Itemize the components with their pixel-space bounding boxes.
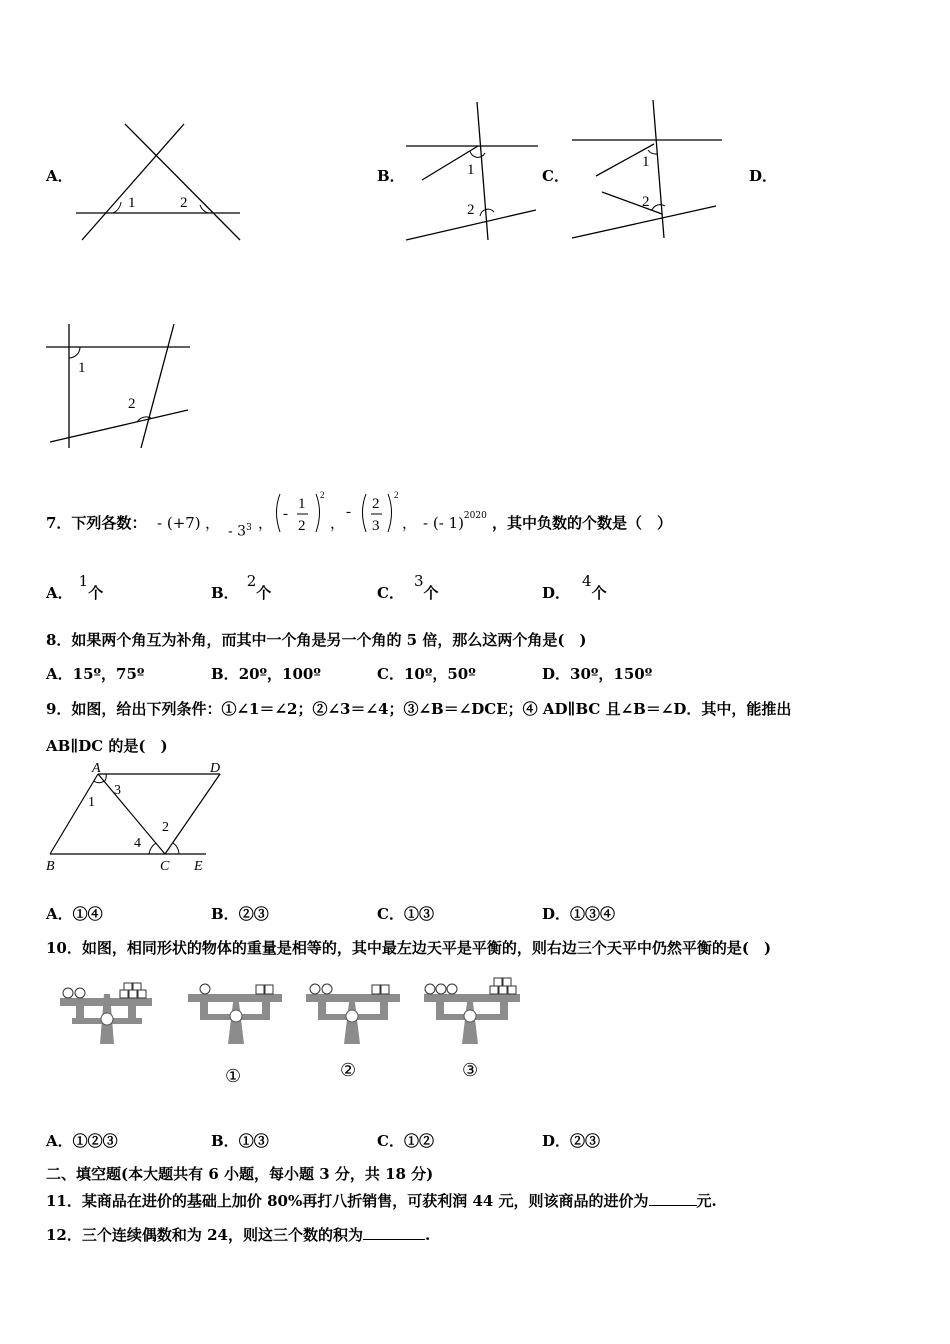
q10-scale3-beam <box>424 994 520 1002</box>
q7-option-b-value: 2 <box>246 572 257 590</box>
q7-frac2-numerator: 2 <box>372 496 380 512</box>
q10-option-b[interactable] <box>211 1130 269 1151</box>
q7-comma-3: ， <box>330 514 346 532</box>
q7-expr5-base: - (- 1) <box>423 514 464 532</box>
q7-fraction-2 <box>344 486 404 542</box>
q6-option-b-label: B． <box>377 167 405 185</box>
q7-frac1-denominator: 2 <box>298 518 306 534</box>
q10-scale-2 <box>306 984 400 1044</box>
q10-scale2-cube <box>372 985 380 994</box>
q7-option-d-label: D． <box>542 584 571 602</box>
q8-option-c-text: 10º，50º <box>403 665 476 683</box>
q10-scale1-cube <box>256 985 264 994</box>
q7-option-d[interactable] <box>542 572 607 603</box>
q8-stem: 8．如果两个角互为补角，而其中一个角是另一个角的 5 倍，那么这两个角是( ) <box>46 631 587 649</box>
q9-arc-3 <box>104 774 106 782</box>
q6d-bottom-line <box>50 410 188 442</box>
q10-scale0-dial <box>101 1013 113 1025</box>
q7-prefix: 7．下列各数： <box>46 514 147 532</box>
q6b-arc-2 <box>480 209 494 216</box>
q10-scale2-beam <box>306 994 400 1002</box>
q7-option-a-unit: 个 <box>88 584 104 602</box>
q10-scale0-ball <box>75 988 85 998</box>
q8-option-d-text: 30º，150º <box>570 665 653 683</box>
q10-scale1-label: ① <box>225 1066 242 1086</box>
q8-option-c-label: C． <box>377 665 404 683</box>
q11-question <box>46 1190 717 1211</box>
q10-option-b-text: ①③ <box>238 1132 269 1150</box>
q9-angle1-label: 1 <box>88 795 95 810</box>
q9-option-c-label: C． <box>377 905 404 923</box>
q7-expr2-exponent: 3 <box>246 523 252 533</box>
q6d-angle2-label: 2 <box>128 396 136 412</box>
q7-frac1-sign: - <box>283 506 288 522</box>
q10-scale0-left-post <box>76 1006 84 1020</box>
q10-scale2-label: ② <box>340 1060 357 1080</box>
q6b-arc-1 <box>470 151 485 157</box>
q9-option-c[interactable] <box>377 903 434 924</box>
q10-balance-scales-figure <box>50 972 530 1090</box>
q7-option-d-value: 4 <box>582 572 592 590</box>
q6d-arc-1 <box>69 347 80 358</box>
q10-scale3-cube <box>503 978 511 986</box>
q11-text-before: 11．某商品在进价的基础上加价 80%再打八折销售，可获利润 44 元，则该商品的进价为 <box>46 1192 649 1210</box>
q8-option-d-label: D． <box>542 665 571 683</box>
q9-stem-line2: AB∥DC 的是( ) <box>46 737 168 755</box>
q7-frac2-exponent: 2 <box>394 490 399 500</box>
q7-option-d-unit: 个 <box>591 584 607 602</box>
q6d-slanted-line <box>141 324 174 448</box>
q7-option-a-value: 1 <box>78 572 89 590</box>
q10-scale3-cube <box>499 986 507 994</box>
q6a-left-transversal <box>82 124 184 240</box>
q10-scale0-cube <box>124 983 132 990</box>
q10-scale3-ball <box>436 984 446 994</box>
q7-frac2-left-paren <box>363 494 367 532</box>
q9-arc-1 <box>94 781 104 783</box>
q6c-angle1-label: 1 <box>642 154 650 170</box>
q9-option-d-label: D． <box>542 905 571 923</box>
q10-scale2-dial <box>346 1010 358 1022</box>
q10-option-a[interactable] <box>46 1130 118 1151</box>
q7-option-c-label: C． <box>377 584 404 602</box>
q6-figure-d <box>42 318 198 452</box>
q6b-angle2-label: 2 <box>467 202 475 218</box>
q10-scale3-ball <box>425 984 435 994</box>
q7-comma-1: ， <box>205 514 221 532</box>
q10-scale1-ball <box>200 984 210 994</box>
q10-scale2-ball <box>310 984 320 994</box>
q10-option-c-text: ①② <box>403 1132 434 1150</box>
q10-scale0-cube <box>120 990 128 998</box>
q6a-angle1-label: 1 <box>128 195 136 211</box>
q7-expr2-base: - 3 <box>228 523 247 540</box>
q9-option-a[interactable] <box>46 903 103 924</box>
q7-frac2-right-paren <box>388 494 392 532</box>
q7-frac1-exponent: 2 <box>320 490 325 500</box>
q9-option-b-text: ②③ <box>238 905 269 923</box>
q6a-right-transversal <box>125 124 240 240</box>
q7-option-b-unit: 个 <box>256 584 272 602</box>
q9-option-a-label: A． <box>46 905 73 923</box>
q9-label-d: D <box>210 762 221 776</box>
q7-frac1-left-paren <box>277 494 281 532</box>
q10-stem: 10．如图，相同形状的物体的重量是相等的，其中最左边天平是平衡的，则右边三个天平中仍然平衡的是( ) <box>46 939 772 957</box>
q7-expr5-exponent: 2020 <box>463 511 487 521</box>
q12-question <box>46 1224 430 1245</box>
q10-scale0-cube <box>133 983 141 990</box>
q7-option-a[interactable] <box>46 572 104 603</box>
q9-line-ab <box>50 774 98 854</box>
q7-expr2 <box>228 523 252 540</box>
q9-option-a-text: ①④ <box>72 905 103 923</box>
q6-figure-c <box>566 96 726 244</box>
q10-option-a-text: ①②③ <box>72 1132 118 1150</box>
q10-scale2-ball <box>322 984 332 994</box>
q7-comma-2: ， <box>258 514 274 532</box>
q6b-angle1-label: 1 <box>467 162 475 178</box>
q10-scale3-cube <box>490 986 498 994</box>
q7-expr5 <box>423 511 487 532</box>
section2-heading: 二、填空题(本大题共有 6 小题，每小题 3 分，共 18 分) <box>46 1165 434 1183</box>
q9-line-dc <box>165 774 220 854</box>
q10-scale3-ball <box>447 984 457 994</box>
q9-option-b[interactable] <box>211 903 269 924</box>
q6c-arc-2 <box>652 205 665 210</box>
q9-arc-4 <box>149 843 156 854</box>
q7-comma-4: ， <box>402 514 418 532</box>
q9-angle2-label: 2 <box>162 820 169 835</box>
q11-text-after: 元. <box>696 1192 717 1210</box>
q6-option-c-label: C． <box>542 167 569 185</box>
q8-option-b-label: B． <box>211 665 239 683</box>
q10-scale3-label: ③ <box>462 1060 479 1080</box>
q9-angle4-label: 4 <box>134 836 141 851</box>
q9-angle3-label: 3 <box>114 783 121 798</box>
q10-scale2-right-post <box>380 1002 388 1016</box>
q10-option-c[interactable] <box>377 1130 434 1151</box>
q10-scale3-cube <box>494 978 502 986</box>
q8-option-a-text: 15º，75º <box>72 665 145 683</box>
q10-scale0-beam <box>60 998 152 1006</box>
q8-option-d[interactable] <box>542 663 652 684</box>
q9-option-b-label: B． <box>211 905 239 923</box>
q10-scale1-cube <box>265 985 273 994</box>
q9-line-ac <box>98 774 165 854</box>
q10-scale3-dial <box>464 1010 476 1022</box>
q10-scale2-cube <box>381 985 389 994</box>
q7-option-b-label: B． <box>211 584 239 602</box>
q7-option-b[interactable] <box>211 572 272 603</box>
q6-figure-a <box>70 118 246 246</box>
q7-frac1-right-paren <box>316 494 320 532</box>
q6a-angle2-label: 2 <box>180 195 188 211</box>
q10-scale3-right-post <box>500 1002 508 1016</box>
q6c-lower-slant <box>602 192 662 214</box>
q10-scale0-cube <box>129 990 137 998</box>
q6-option-a-label: A． <box>46 167 73 185</box>
q10-option-d-text: ②③ <box>570 1132 601 1150</box>
q10-option-d-label: D． <box>542 1132 571 1150</box>
q6b-transversal <box>477 102 488 240</box>
q10-scale1-beam <box>188 994 282 1002</box>
q10-scale0-right-post <box>128 1006 136 1020</box>
q10-option-c-label: C． <box>377 1132 404 1150</box>
q10-scale0-ball <box>63 988 73 998</box>
q12-text-before: 12．三个连续偶数和为 24，则这三个数的积为 <box>46 1226 363 1244</box>
q12-text-after: . <box>424 1226 431 1244</box>
q11-answer-blank[interactable] <box>649 1191 697 1206</box>
q7-expr1: - (+7) <box>157 514 201 532</box>
q9-option-d-text: ①③④ <box>570 905 616 923</box>
q9-option-c-text: ①③ <box>403 905 434 923</box>
q9-arc-2 <box>173 843 179 854</box>
q8-option-a-label: A． <box>46 665 73 683</box>
q9-label-e: E <box>194 859 203 874</box>
q10-scale1-left-post <box>200 1002 208 1016</box>
q10-option-d[interactable] <box>542 1130 600 1151</box>
q10-scale1-dial <box>230 1010 242 1022</box>
q10-scale0-cube <box>138 990 146 998</box>
q9-parallelogram-figure <box>42 762 230 874</box>
q7-suffix: ，其中负数的个数是（ ） <box>492 514 673 532</box>
q6-figure-b <box>400 98 545 244</box>
q10-scale1-right-post <box>262 1002 270 1016</box>
q7-option-c-value: 3 <box>413 572 424 590</box>
q10-scale-3 <box>424 978 520 1044</box>
q10-scale2-left-post <box>318 1002 326 1016</box>
q10-option-b-label: B． <box>211 1132 239 1150</box>
q7-option-a-label: A． <box>46 584 73 602</box>
q7-fraction-1 <box>270 486 330 542</box>
q8-option-b-text: 20º，100º <box>238 665 321 683</box>
q8-option-a[interactable] <box>46 663 144 684</box>
q8-option-b[interactable] <box>211 663 321 684</box>
q10-option-a-label: A． <box>46 1132 73 1150</box>
q6c-angle2-label: 2 <box>642 194 650 210</box>
q10-scale3-cube <box>508 986 516 994</box>
q7-frac2-sign: - <box>346 504 351 520</box>
q10-scale3-left-post <box>436 1002 444 1016</box>
q7-frac1-numerator: 1 <box>298 496 306 512</box>
q9-label-b: B <box>46 859 55 874</box>
q10-scale-1 <box>188 984 282 1044</box>
q7-frac2-denominator: 3 <box>372 518 380 534</box>
q7-option-c[interactable] <box>377 572 439 603</box>
q9-label-a: A <box>92 762 101 776</box>
q6d-angle1-label: 1 <box>78 360 86 376</box>
q9-stem-line1: 9．如图，给出下列条件：①∠1＝∠2；②∠3＝∠4；③∠B＝∠DCE；④ AD∥BC 且∠B＝∠D．其中，能推出 <box>46 700 792 718</box>
q6-option-d-label: D． <box>749 167 778 185</box>
q10-scale-reference <box>60 983 152 1044</box>
q9-label-c: C <box>160 859 170 874</box>
q6c-bottom-line <box>572 206 716 238</box>
q9-option-d[interactable] <box>542 903 615 924</box>
q7-option-c-unit: 个 <box>423 584 439 602</box>
q8-option-c[interactable] <box>377 663 476 684</box>
q12-answer-blank[interactable] <box>363 1225 425 1240</box>
